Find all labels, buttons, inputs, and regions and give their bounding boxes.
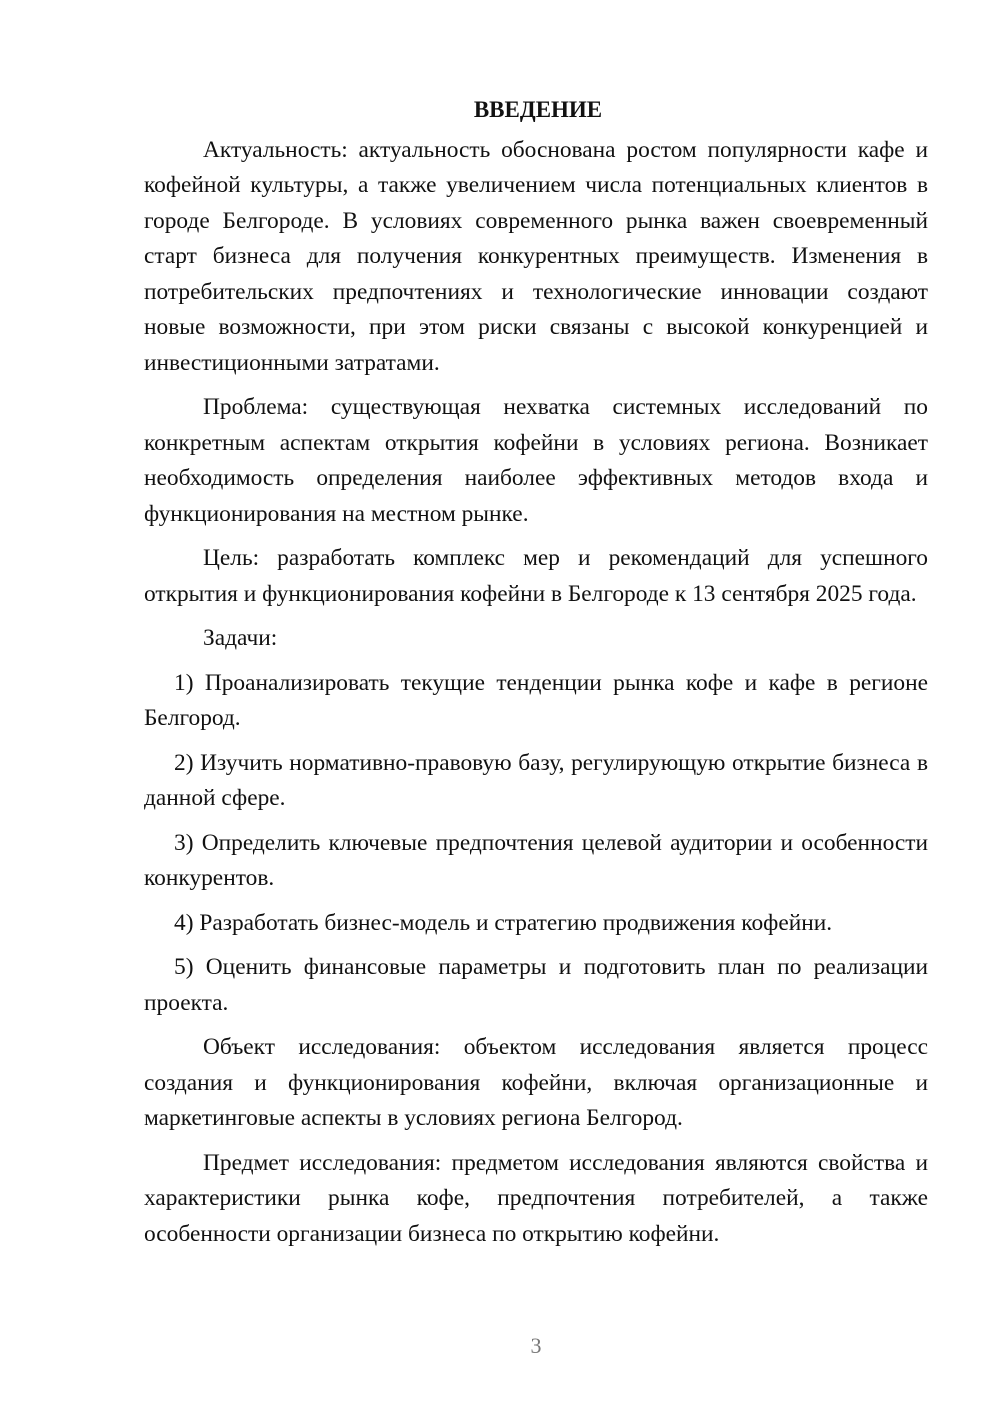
task-item-1: 1) Проанализировать текущие тенденции рынка кофе и кафе в регионе Белгород. bbox=[144, 669, 928, 731]
task-item-2: 2) Изучить нормативно-правовую базу, регулирующую открытие бизнеса в данной сфере. bbox=[144, 749, 928, 811]
paragraph-object: Объект исследования: объектом исследования является процесс создания и функционирования кофейни, включая организационные и маркетинговые аспекты в условиях региона Белгород. bbox=[144, 1034, 928, 1131]
paragraph-subject: Предмет исследования: предметом исследования являются свойства и характеристики рынка кофе, предпочтения потребителей, а также особенности организации бизнеса по открытию кофейни. bbox=[144, 1149, 928, 1247]
task-item-4: 4) Разработать бизнес-модель и стратегию продвижения кофейни. bbox=[174, 909, 833, 936]
page-number: 3 bbox=[530, 1333, 542, 1358]
page-body bbox=[144, 92, 928, 1261]
tasks-list bbox=[144, 666, 928, 1022]
paragraph-relevance: Актуальность: актуальность обоснована ростом популярности кафе и кофейной культуры, а также увеличением числа потенциальных клиентов в городе Белгороде. В условиях современного рынка важен своевременный старт бизнеса для получения конкурентных преимуществ. Изменения в потребительских предпочтениях и технологические инновации создают новые возможности, при этом риски связаны с высокой конкуренцией и инвестиционными затратами. bbox=[144, 136, 928, 376]
paragraph-problem: Проблема: существующая нехватка системных исследований по конкретным аспектам открытия кофейни в условиях региона. Возникает необходимость определения наиболее эффективных методов входа и функционирования на местном рынке. bbox=[144, 394, 928, 527]
task-item-3: 3) Определить ключевые предпочтения целевой аудитории и особенности конкурентов. bbox=[144, 829, 928, 891]
page-title: ВВЕДЕНИЕ bbox=[473, 97, 603, 122]
task-item-5: 5) Оценить финансовые параметры и подготовить план по реализации проекта. bbox=[144, 954, 928, 1016]
paragraph-goal: Цель: разработать комплекс мер и рекомендаций для успешного открытия и функционирования кофейни в Белгороде к 13 сентября 2025 года. bbox=[144, 545, 928, 607]
tasks-heading: Задачи: bbox=[203, 625, 278, 651]
